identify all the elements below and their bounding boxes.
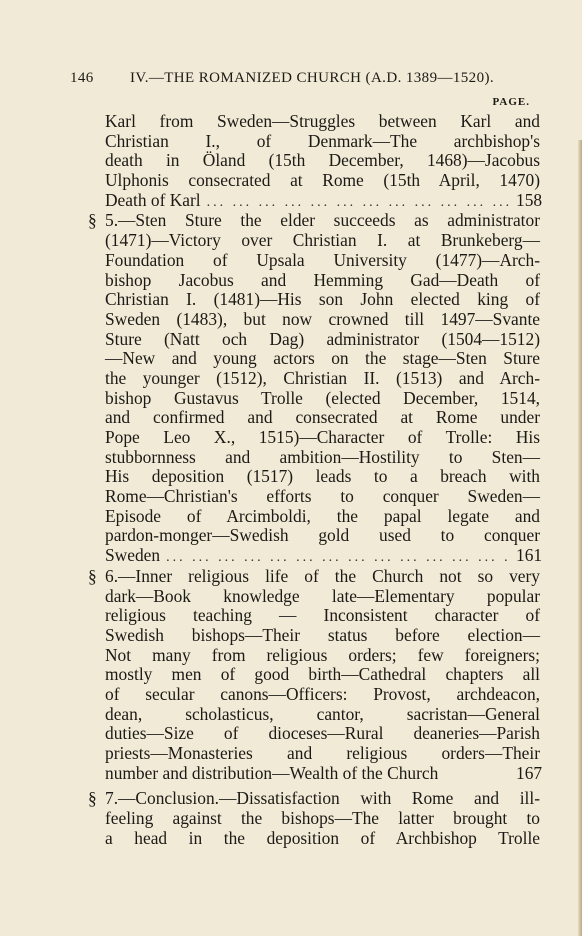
chapter-title: IV.—THE ROMANIZED CHURCH (A.D. 1389—1520). — [130, 70, 495, 86]
section-sign: § — [88, 210, 97, 231]
entry-line: a head in the deposition of Archbishop Trolle — [105, 827, 540, 848]
entry-line: Foundation of Upsala University (1477)—Arch- — [105, 249, 540, 270]
page-column-label: PAGE. — [492, 96, 530, 108]
entry-last-line: Death of Karl — [105, 189, 201, 210]
entry-line: religious teaching — Inconsistent character of — [105, 605, 540, 626]
section-sign: § — [88, 565, 97, 586]
entry-last-line: Sweden — [105, 545, 161, 566]
entry-line: Sture (Natt och Dag) administrator (1504—1512) — [105, 328, 540, 349]
entry-line: stubbornness and ambition—Hostility to Sten— — [105, 446, 540, 467]
toc-entry-sec6 — [88, 565, 543, 784]
entry-line: feeling against the bishops—The latter brought to — [105, 808, 540, 829]
entry-last-line: number and distribution—Wealth of the Church — [105, 762, 439, 783]
running-header — [70, 70, 530, 87]
entry-line: pardon-monger—Swedish gold used to conquer — [105, 525, 540, 546]
entry-line: Not many from religious orders; few foreigners; — [105, 644, 540, 665]
entry-line: Swedish bishops—Their status before election— — [105, 624, 540, 645]
toc-entry-sec7 — [88, 789, 540, 848]
page-reference: 161 — [516, 545, 543, 566]
entry-line: priests—Monasteries and religious orders—Their — [105, 743, 540, 763]
entry-line: and confirmed and consecrated at Rome under — [105, 407, 540, 428]
entry-line: Pope Leo X., 1515)—Character of Trolle: His — [105, 427, 540, 447]
entry-first-line — [88, 211, 540, 231]
entry-line: dean, scholasticus, cantor, sacristan—General — [105, 703, 540, 724]
page-reference: 167 — [516, 762, 543, 783]
entry-line: (1471)—Victory over Christian I. at Brunkeberg— — [105, 230, 540, 251]
entry-line: Christian I., of Denmark—The archbishop's — [105, 130, 540, 151]
page-number: 146 — [70, 70, 94, 86]
entry-line: Karl from Sweden—Struggles between Karl and — [105, 111, 540, 131]
entry-line: 7.—Conclusion.—Dissatisfaction with Rome and ill- — [105, 788, 540, 809]
page-reference: 158 — [516, 189, 543, 210]
entry-line: bishop Jacobus and Hemming Gad—Death of — [105, 269, 540, 290]
entry-first-line — [88, 789, 540, 809]
entry-line: Episode of Arcimboldi, the papal legate and — [105, 505, 540, 526]
entry-line: Ulphonis consecrated at Rome (15th April, 1470) — [105, 170, 540, 191]
dot-leader — [166, 548, 510, 568]
entry-line: Sweden (1483), but now crowned till 1497—Svante — [105, 308, 540, 329]
entry-line: bishop Gustavus Trolle (elected December, 1514, — [105, 387, 540, 408]
table-of-contents — [88, 111, 543, 848]
entry-line: duties—Size of dioceses—Rural deaneries—Parish — [105, 723, 540, 744]
entry-line: His deposition (1517) leads to a breach with — [105, 466, 540, 487]
entry-first-line — [88, 567, 540, 587]
entry-line: —New and young actors on the stage—Sten Sture — [105, 348, 540, 369]
entry-line: death in Öland (15th December, 1468)—Jacobus — [105, 150, 540, 171]
entry-line: dark—Book knowledge late—Elementary popular — [105, 585, 540, 606]
entry-line: 5.—Sten Sture the elder succeeds as administrator — [105, 210, 540, 231]
entry-line: 6.—Inner religious life of the Church not so very — [105, 565, 540, 586]
toc-entry-sec5 — [88, 210, 543, 566]
entry-line: of secular canons—Officers: Provost, archdeacon, — [105, 683, 540, 704]
entry-line: Rome—Christian's efforts to conquer Sweden— — [105, 486, 540, 507]
page-edge — [578, 140, 582, 936]
toc-entry-cont — [88, 111, 543, 210]
section-sign: § — [88, 788, 97, 809]
entry-line: mostly men of good birth—Cathedral chapters all — [105, 664, 540, 685]
entry-line: the younger (1512), Christian II. (1513) and Arch- — [105, 367, 540, 388]
entry-line: Christian I. (1481)—His son John elected king of — [105, 289, 540, 310]
